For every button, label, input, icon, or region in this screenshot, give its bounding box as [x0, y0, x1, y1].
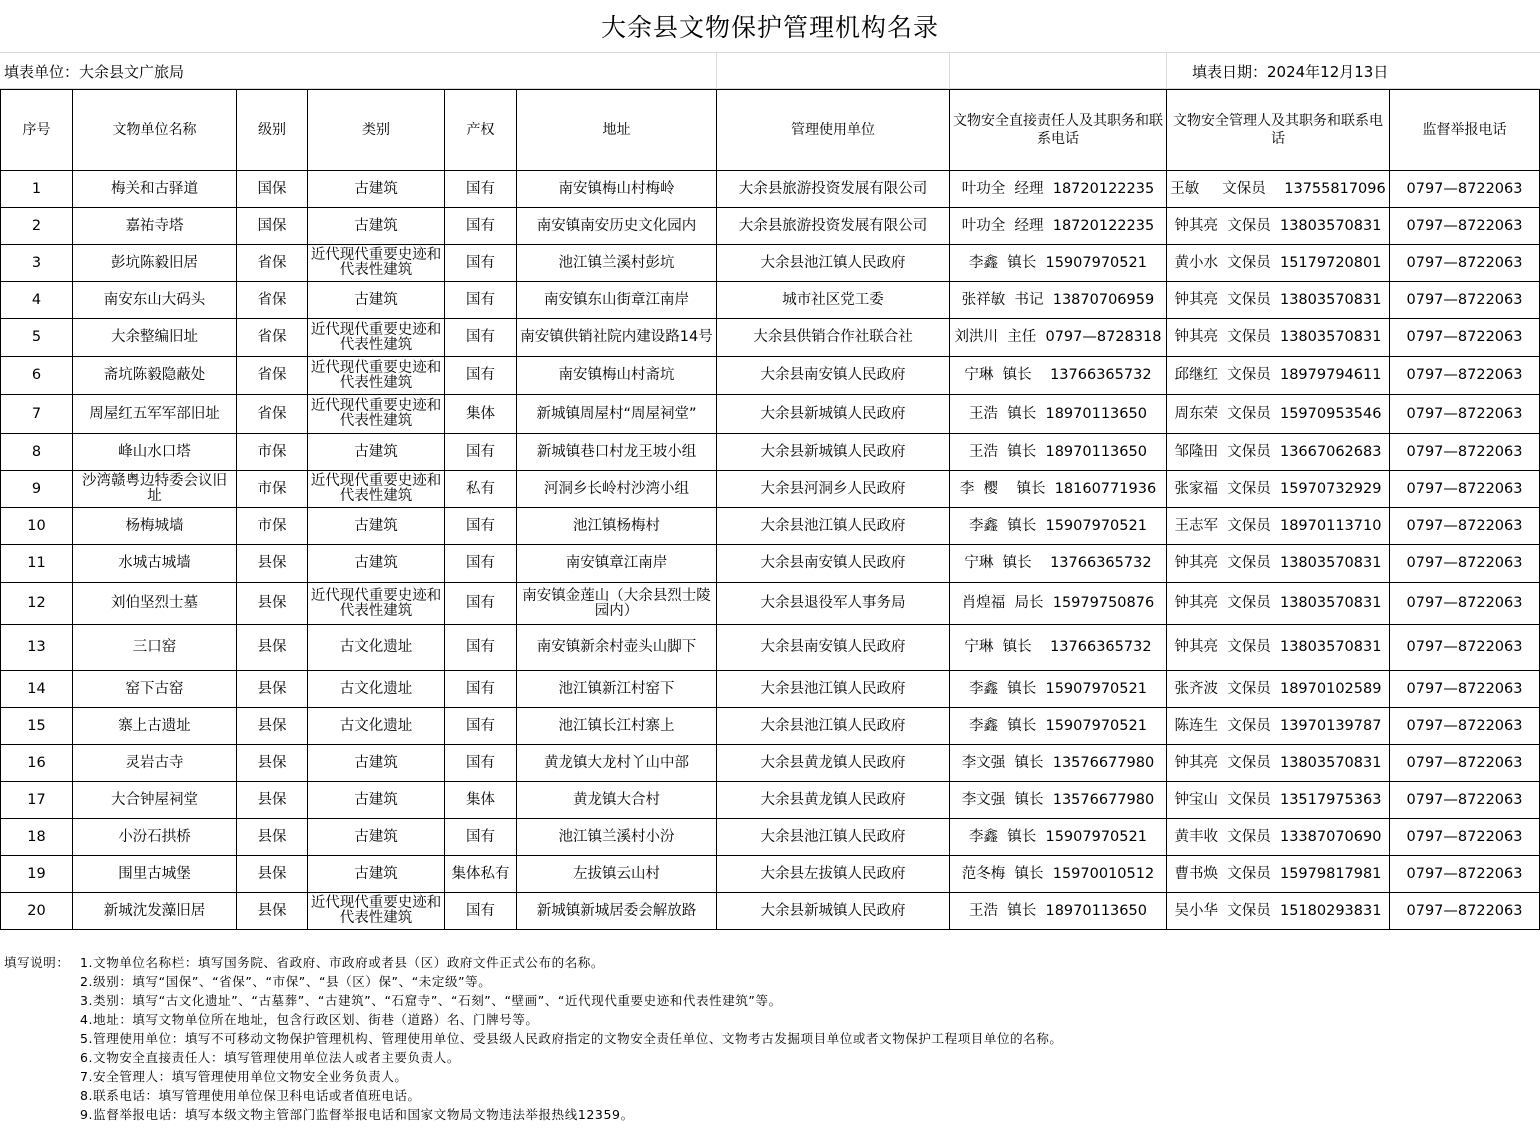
cell-name: 斋坑陈毅隐蔽处: [73, 357, 237, 395]
cell-level: 县保: [237, 856, 308, 893]
cell-address: 黄龙镇大龙村丫山中部: [517, 745, 717, 782]
cell-ownership: 国有: [445, 745, 517, 782]
cell-address: 池江镇杨梅村: [517, 508, 717, 545]
cell-report-phone: 0797—8722063: [1390, 208, 1540, 245]
cell-ownership: 国有: [445, 245, 517, 282]
cell-level: 省保: [237, 319, 308, 357]
cell-index: 11: [1, 545, 73, 583]
note-item: 4.地址：填写文物单位所在地址，包含行政区划、街巷（道路）名、门牌号等。: [80, 1012, 539, 1027]
header-address: 地址: [517, 90, 717, 171]
cell-level: 省保: [237, 282, 308, 319]
cell-level: 省保: [237, 395, 308, 434]
cell-report-phone: 0797—8722063: [1390, 856, 1540, 893]
cell-name: 杨梅城墙: [73, 508, 237, 545]
cell-direct-responsible: 宁琳 镇长 13766365732: [950, 545, 1167, 583]
header-name: 文物单位名称: [73, 90, 237, 171]
cell-address: 新城镇新城居委会解放路: [517, 893, 717, 930]
cell-index: 12: [1, 583, 73, 625]
cell-direct-responsible: 王浩 镇长 18970113650: [950, 434, 1167, 471]
cell-safety-manager: 钟其亮 文保员 13803570831: [1167, 745, 1390, 782]
header-direct-responsible: 文物安全直接责任人及其职务和联系电话: [950, 90, 1167, 171]
cell-direct-responsible: 宁琳 镇长 13766365732: [950, 625, 1167, 671]
cell-safety-manager: 邱继红 文保员 18979794611: [1167, 357, 1390, 395]
cell-safety-manager: 黄小水 文保员 15179720801: [1167, 245, 1390, 282]
cell-level: 县保: [237, 745, 308, 782]
cell-safety-manager: 邹隆田 文保员 13667062683: [1167, 434, 1390, 471]
cell-safety-manager: 陈连生 文保员 13970139787: [1167, 708, 1390, 745]
cell-manager-unit: 大余县池江镇人民政府: [717, 671, 950, 708]
cell-safety-manager: 周东荣 文保员 15970953546: [1167, 395, 1390, 434]
cell-ownership: 国有: [445, 434, 517, 471]
cell-safety-manager: 钟宝山 文保员 13517975363: [1167, 782, 1390, 819]
cell-index: 18: [1, 819, 73, 856]
cell-category: 古建筑: [308, 819, 445, 856]
cell-index: 15: [1, 708, 73, 745]
cell-safety-manager: 黄丰收 文保员 13387070690: [1167, 819, 1390, 856]
cell-safety-manager: 曹书焕 文保员 15979817981: [1167, 856, 1390, 893]
cell-ownership: 集体私有: [445, 856, 517, 893]
cell-direct-responsible: 李文强 镇长 13576677980: [950, 745, 1167, 782]
cell-level: 县保: [237, 708, 308, 745]
cell-manager-unit: 大余县供销合作社联合社: [717, 319, 950, 357]
cell-level: 省保: [237, 357, 308, 395]
cell-index: 13: [1, 625, 73, 671]
cell-address: 南安镇梅山村斋坑: [517, 357, 717, 395]
cell-address: 南安镇新余村壶头山脚下: [517, 625, 717, 671]
heritage-table: [0, 89, 1540, 930]
cell-name: 大余整编旧址: [73, 319, 237, 357]
header-index: 序号: [1, 90, 73, 171]
cell-index: 16: [1, 745, 73, 782]
header-ownership: 产权: [445, 90, 517, 171]
table-row: [1, 671, 1540, 708]
cell-safety-manager: 张齐波 文保员 18970102589: [1167, 671, 1390, 708]
cell-report-phone: 0797—8722063: [1390, 745, 1540, 782]
cell-safety-manager: 王志军 文保员 18970113710: [1167, 508, 1390, 545]
cell-manager-unit: 大余县南安镇人民政府: [717, 357, 950, 395]
cell-level: 县保: [237, 819, 308, 856]
cell-direct-responsible: 李文强 镇长 13576677980: [950, 782, 1167, 819]
cell-manager-unit: 大余县池江镇人民政府: [717, 245, 950, 282]
cell-index: 3: [1, 245, 73, 282]
cell-address: 南安镇梅山村梅岭: [517, 171, 717, 208]
cell-manager-unit: 大余县退役军人事务局: [717, 583, 950, 625]
cell-level: 市保: [237, 434, 308, 471]
note-item: 5.管理使用单位：填写不可移动文物保护管理机构、管理使用单位、受县级人民政府指定的文物安全责任单位、文物考古发掘项目单位或者文物保护工程项目单位的名称。: [80, 1031, 1063, 1046]
cell-direct-responsible: 宁琳 镇长 13766365732: [950, 357, 1167, 395]
cell-address: 南安镇东山街章江南岸: [517, 282, 717, 319]
cell-ownership: 国有: [445, 545, 517, 583]
cell-manager-unit: 大余县池江镇人民政府: [717, 508, 950, 545]
cell-report-phone: 0797—8722063: [1390, 893, 1540, 930]
cell-safety-manager: 王敏 文保员 13755817096: [1167, 171, 1390, 208]
cell-report-phone: 0797—8722063: [1390, 282, 1540, 319]
cell-category: 古建筑: [308, 208, 445, 245]
cell-report-phone: 0797—8722063: [1390, 434, 1540, 471]
cell-manager-unit: 大余县黄龙镇人民政府: [717, 782, 950, 819]
header-manager-unit: 管理使用单位: [717, 90, 950, 171]
table-row: [1, 583, 1540, 625]
cell-manager-unit: 大余县池江镇人民政府: [717, 708, 950, 745]
table-row: [1, 357, 1540, 395]
table-row: [1, 208, 1540, 245]
cell-level: 市保: [237, 508, 308, 545]
cell-safety-manager: 张家福 文保员 15970732929: [1167, 471, 1390, 508]
cell-manager-unit: 大余县左拔镇人民政府: [717, 856, 950, 893]
cell-index: 9: [1, 471, 73, 508]
cell-category: 近代现代重要史迹和代表性建筑: [308, 319, 445, 357]
cell-name: 彭坑陈毅旧居: [73, 245, 237, 282]
table-row: [1, 708, 1540, 745]
cell-address: 左拔镇云山村: [517, 856, 717, 893]
cell-ownership: 国有: [445, 671, 517, 708]
note-item: 2.级别：填写“国保”、“省保”、“市保”、“县（区）保”、“未定级”等。: [80, 974, 492, 989]
cell-manager-unit: 大余县新城镇人民政府: [717, 395, 950, 434]
table-row: [1, 395, 1540, 434]
cell-category: 古建筑: [308, 171, 445, 208]
cell-index: 14: [1, 671, 73, 708]
cell-name: 梅关和古驿道: [73, 171, 237, 208]
cell-category: 古建筑: [308, 508, 445, 545]
cell-manager-unit: 大余县新城镇人民政府: [717, 893, 950, 930]
table-row: [1, 545, 1540, 583]
page-title: 大余县文物保护管理机构名录: [600, 13, 939, 42]
cell-level: 国保: [237, 208, 308, 245]
cell-index: 4: [1, 282, 73, 319]
cell-safety-manager: 吴小华 文保员 15180293831: [1167, 893, 1390, 930]
cell-report-phone: 0797—8722063: [1390, 583, 1540, 625]
cell-direct-responsible: 范冬梅 镇长 15970010512: [950, 856, 1167, 893]
cell-ownership: 国有: [445, 208, 517, 245]
cell-category: 古文化遗址: [308, 625, 445, 671]
cell-index: 20: [1, 893, 73, 930]
note-item: 6.文物安全直接责任人：填写管理使用单位法人或者主要负责人。: [80, 1050, 460, 1065]
table-row: [1, 282, 1540, 319]
cell-ownership: 国有: [445, 893, 517, 930]
cell-report-phone: 0797—8722063: [1390, 782, 1540, 819]
cell-address: 池江镇兰溪村小汾: [517, 819, 717, 856]
cell-name: 围里古城堡: [73, 856, 237, 893]
cell-manager-unit: 大余县南安镇人民政府: [717, 545, 950, 583]
cell-manager-unit: 大余县池江镇人民政府: [717, 819, 950, 856]
cell-index: 6: [1, 357, 73, 395]
cell-index: 5: [1, 319, 73, 357]
cell-direct-responsible: 李鑫 镇长 15907970521: [950, 819, 1167, 856]
cell-safety-manager: 钟其亮 文保员 13803570831: [1167, 282, 1390, 319]
cell-level: 县保: [237, 545, 308, 583]
cell-manager-unit: 城市社区党工委: [717, 282, 950, 319]
note-item: 1.文物单位名称栏：填写国务院、省政府、市政府或者县（区）政府文件正式公布的名称。: [80, 955, 605, 970]
cell-manager-unit: 大余县河洞乡人民政府: [717, 471, 950, 508]
cell-direct-responsible: 李鑫 镇长 15907970521: [950, 671, 1167, 708]
cell-ownership: 国有: [445, 583, 517, 625]
cell-report-phone: 0797—8722063: [1390, 471, 1540, 508]
table-row: [1, 245, 1540, 282]
cell-safety-manager: 钟其亮 文保员 13803570831: [1167, 625, 1390, 671]
note-item: 3.类别：填写“古文化遗址”、“古墓葬”、“古建筑”、“石窟寺”、“石刻”、“壁画”、“近代现代重要史迹和代表性建筑”等。: [80, 993, 782, 1008]
cell-manager-unit: 大余县新城镇人民政府: [717, 434, 950, 471]
cell-ownership: 国有: [445, 625, 517, 671]
notes-label: 填写说明：: [4, 955, 70, 970]
cell-level: 县保: [237, 671, 308, 708]
table-row: [1, 171, 1540, 208]
table-row: [1, 434, 1540, 471]
table-row: [1, 745, 1540, 782]
cell-report-phone: 0797—8722063: [1390, 625, 1540, 671]
cell-name: 南安东山大码头: [73, 282, 237, 319]
header-level: 级别: [237, 90, 308, 171]
cell-name: 大合钟屋祠堂: [73, 782, 237, 819]
cell-category: 古建筑: [308, 545, 445, 583]
cell-direct-responsible: 张祥敏 书记 13870706959: [950, 282, 1167, 319]
note-item: 9.监督举报电话：填写本级文物主管部门监督举报电话和国家文物局文物违法举报热线12359。: [80, 1107, 634, 1122]
cell-index: 2: [1, 208, 73, 245]
cell-report-phone: 0797—8722063: [1390, 395, 1540, 434]
cell-index: 8: [1, 434, 73, 471]
cell-report-phone: 0797—8722063: [1390, 171, 1540, 208]
table-row: [1, 625, 1540, 671]
cell-name: 水城古城墙: [73, 545, 237, 583]
cell-safety-manager: 钟其亮 文保员 13803570831: [1167, 583, 1390, 625]
cell-level: 县保: [237, 625, 308, 671]
cell-index: 10: [1, 508, 73, 545]
fill-date: 填表日期：2024年12月13日: [1192, 62, 1389, 81]
cell-address: 南安镇南安历史文化园内: [517, 208, 717, 245]
table-row: [1, 471, 1540, 508]
note-item: 7.安全管理人：填写管理使用单位文物安全业务负责人。: [80, 1069, 408, 1084]
cell-report-phone: 0797—8722063: [1390, 819, 1540, 856]
cell-ownership: 国有: [445, 171, 517, 208]
cell-category: 近代现代重要史迹和代表性建筑: [308, 245, 445, 282]
table-header-row: [1, 90, 1540, 171]
cell-report-phone: 0797—8722063: [1390, 319, 1540, 357]
header-category: 类别: [308, 90, 445, 171]
table-row: [1, 319, 1540, 357]
cell-ownership: 私有: [445, 471, 517, 508]
cell-direct-responsible: 李鑫 镇长 15907970521: [950, 708, 1167, 745]
cell-ownership: 集体: [445, 395, 517, 434]
cell-direct-responsible: 李 樱 镇长 18160771936: [950, 471, 1167, 508]
cell-direct-responsible: 肖煌福 局长 15979750876: [950, 583, 1167, 625]
cell-address: 南安镇金莲山（大余县烈士陵园内）: [517, 583, 717, 625]
cell-level: 县保: [237, 583, 308, 625]
cell-name: 灵岩古寺: [73, 745, 237, 782]
cell-name: 新城沈发藻旧居: [73, 893, 237, 930]
cell-address: 池江镇长江村寨上: [517, 708, 717, 745]
cell-direct-responsible: 李鑫 镇长 15907970521: [950, 245, 1167, 282]
cell-address: 池江镇兰溪村彭坑: [517, 245, 717, 282]
table-row: [1, 782, 1540, 819]
cell-report-phone: 0797—8722063: [1390, 508, 1540, 545]
cell-index: 1: [1, 171, 73, 208]
cell-level: 市保: [237, 471, 308, 508]
cell-direct-responsible: 李鑫 镇长 15907970521: [950, 508, 1167, 545]
cell-category: 古建筑: [308, 782, 445, 819]
cell-category: 近代现代重要史迹和代表性建筑: [308, 583, 445, 625]
cell-category: 古文化遗址: [308, 671, 445, 708]
fill-unit: 填表单位：大余县文广旅局: [4, 62, 185, 81]
table-row: [1, 856, 1540, 893]
cell-ownership: 国有: [445, 319, 517, 357]
cell-address: 新城镇周屋村“周屋祠堂”: [517, 395, 717, 434]
cell-manager-unit: 大余县旅游投资发展有限公司: [717, 171, 950, 208]
cell-safety-manager: 钟其亮 文保员 13803570831: [1167, 319, 1390, 357]
cell-report-phone: 0797—8722063: [1390, 357, 1540, 395]
cell-address: 新城镇巷口村龙王坡小组: [517, 434, 717, 471]
cell-category: 古建筑: [308, 856, 445, 893]
cell-category: 古建筑: [308, 282, 445, 319]
cell-direct-responsible: 王浩 镇长 18970113650: [950, 395, 1167, 434]
cell-index: 7: [1, 395, 73, 434]
cell-index: 19: [1, 856, 73, 893]
cell-address: 河洞乡长岭村沙湾小组: [517, 471, 717, 508]
cell-safety-manager: 钟其亮 文保员 13803570831: [1167, 208, 1390, 245]
cell-report-phone: 0797—8722063: [1390, 245, 1540, 282]
cell-report-phone: 0797—8722063: [1390, 671, 1540, 708]
cell-manager-unit: 大余县南安镇人民政府: [717, 625, 950, 671]
cell-ownership: 集体: [445, 782, 517, 819]
cell-safety-manager: 钟其亮 文保员 13803570831: [1167, 545, 1390, 583]
table-row: [1, 508, 1540, 545]
cell-category: 近代现代重要史迹和代表性建筑: [308, 395, 445, 434]
cell-index: 17: [1, 782, 73, 819]
cell-category: 近代现代重要史迹和代表性建筑: [308, 471, 445, 508]
table-row: [1, 893, 1540, 930]
cell-name: 嘉祐寺塔: [73, 208, 237, 245]
cell-level: 县保: [237, 893, 308, 930]
cell-name: 窑下古窑: [73, 671, 237, 708]
cell-address: 南安镇章江南岸: [517, 545, 717, 583]
cell-name: 三口窑: [73, 625, 237, 671]
cell-name: 小汾石拱桥: [73, 819, 237, 856]
cell-manager-unit: 大余县旅游投资发展有限公司: [717, 208, 950, 245]
cell-level: 国保: [237, 171, 308, 208]
cell-category: 古建筑: [308, 434, 445, 471]
cell-name: 刘伯坚烈士墓: [73, 583, 237, 625]
cell-address: 池江镇新江村窑下: [517, 671, 717, 708]
table-row: [1, 819, 1540, 856]
cell-ownership: 国有: [445, 819, 517, 856]
cell-address: 南安镇供销社院内建设路14号: [517, 319, 717, 357]
cell-direct-responsible: 刘洪川 主任 0797—8728318: [950, 319, 1167, 357]
cell-category: 近代现代重要史迹和代表性建筑: [308, 357, 445, 395]
cell-name: 周屋红五军军部旧址: [73, 395, 237, 434]
cell-level: 省保: [237, 245, 308, 282]
cell-direct-responsible: 王浩 镇长 18970113650: [950, 893, 1167, 930]
header-safety-manager: 文物安全管理人及其职务和联系电话: [1167, 90, 1390, 171]
fill-instructions: [4, 953, 1063, 1124]
note-item: 8.联系电话：填写管理使用单位保卫科电话或者值班电话。: [80, 1088, 421, 1103]
cell-category: 古建筑: [308, 745, 445, 782]
cell-ownership: 国有: [445, 282, 517, 319]
cell-ownership: 国有: [445, 708, 517, 745]
cell-ownership: 国有: [445, 508, 517, 545]
cell-level: 县保: [237, 782, 308, 819]
cell-category: 近代现代重要史迹和代表性建筑: [308, 893, 445, 930]
cell-address: 黄龙镇大合村: [517, 782, 717, 819]
cell-name: 峰山水口塔: [73, 434, 237, 471]
cell-category: 古文化遗址: [308, 708, 445, 745]
cell-name: 沙湾赣粤边特委会议旧址: [73, 471, 237, 508]
cell-ownership: 国有: [445, 357, 517, 395]
cell-report-phone: 0797—8722063: [1390, 545, 1540, 583]
cell-direct-responsible: 叶功全 经理 18720122235: [950, 208, 1167, 245]
cell-manager-unit: 大余县黄龙镇人民政府: [717, 745, 950, 782]
cell-name: 寨上古遗址: [73, 708, 237, 745]
header-report-phone: 监督举报电话: [1390, 90, 1540, 171]
cell-report-phone: 0797—8722063: [1390, 708, 1540, 745]
cell-direct-responsible: 叶功全 经理 18720122235: [950, 171, 1167, 208]
